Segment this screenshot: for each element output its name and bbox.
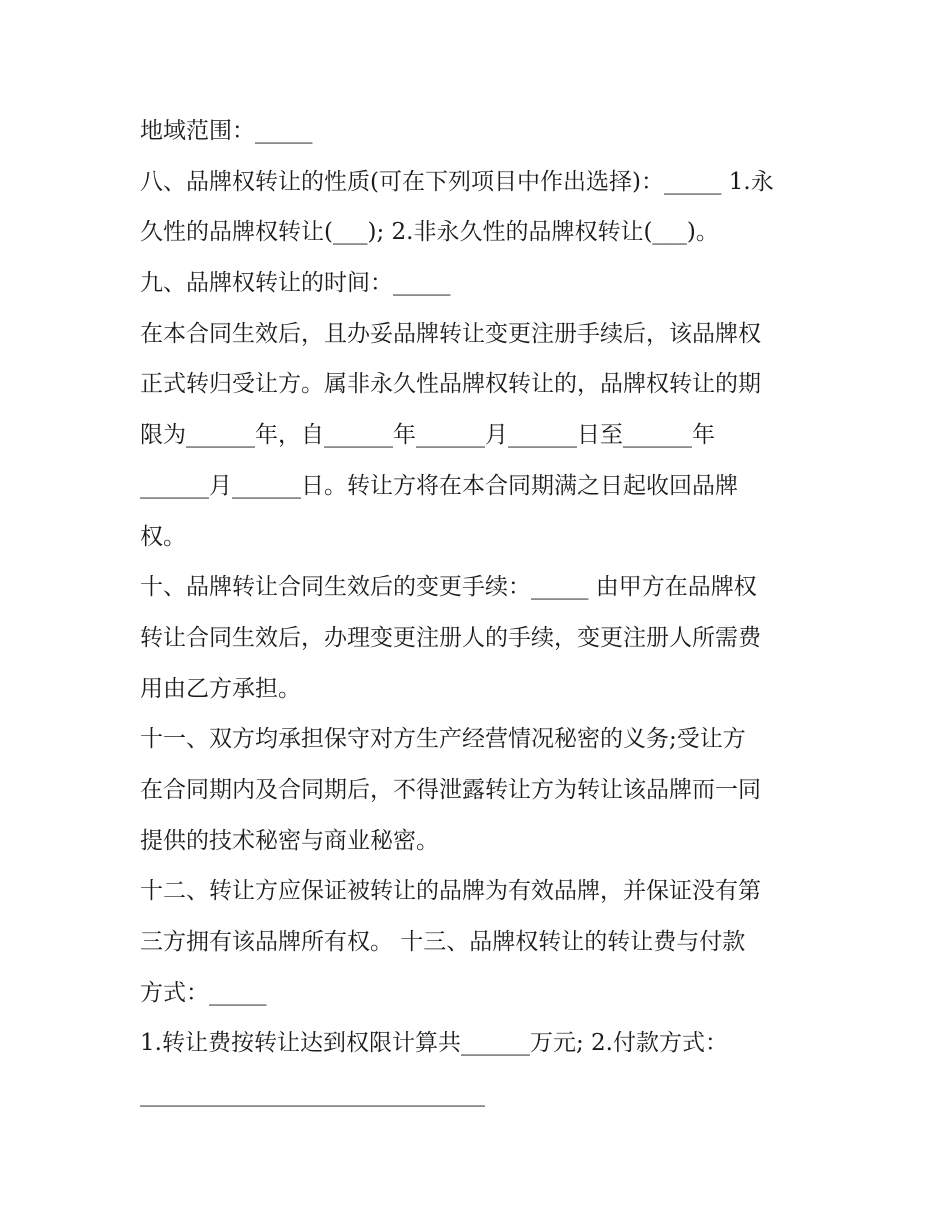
text-line-clause-11-cont-2: 提供的技术秘密与商业秘密。	[140, 827, 439, 854]
text-line-clause-8-cont: 久性的品牌权转让(___); 2.非永久性的品牌权转让(___)。	[140, 219, 719, 246]
text-line-clause-12: 十二、转让方应保证被转让的品牌为有效品牌，并保证没有第	[140, 878, 761, 905]
text-line-payment-blank: ______________________________	[140, 1081, 485, 1108]
text-line-clause-13-cont: 方式：_____	[140, 979, 267, 1006]
text-line-clause-10-cont-1: 转让合同生效后，办理变更注册人的手续，变更注册人所需费	[140, 624, 761, 651]
text-line-clause-9-body-1: 在本合同生效后，且办妥品牌转让变更注册手续后，该品牌权	[140, 320, 761, 347]
text-line-clause-10: 十、品牌转让合同生效后的变更手续：_____ 由甲方在品牌权	[140, 574, 757, 601]
text-line-clause-11-cont-1: 在合同期内及合同期后，不得泄露转让方为转让该品牌而一同	[140, 776, 761, 803]
text-line-clause-9: 九、品牌权转让的时间：_____	[140, 270, 451, 297]
text-line-clause-12-13: 三方拥有该品牌所有权。 十三、品牌权转让的转让费与付款	[140, 929, 746, 955]
contract-text	[140, 106, 830, 1120]
text-line-clause-9-body-4: ______月______日。转让方将在本合同期满之日起收回品牌	[140, 472, 738, 499]
text-line-clause-13-fee: 1.转让费按转让达到权限计算共______万元; 2.付款方式：	[140, 1030, 728, 1057]
text-line-clause-9-body-5: 权。	[140, 523, 186, 550]
text-line-regional-scope: 地域范围：_____	[140, 118, 313, 144]
text-line-clause-8: 八、品牌权转让的性质(可在下列项目中作出选择)：_____ 1.永	[140, 168, 774, 195]
text-line-clause-10-cont-2: 用由乙方承担。	[140, 675, 301, 702]
text-line-clause-9-body-3: 限为______年，自______年______月______日至______年	[140, 422, 715, 449]
text-line-clause-11: 十一、双方均承担保守对方生产经营情况秘密的义务;受让方	[140, 726, 746, 753]
text-line-clause-9-body-2: 正式转归受让方。属非永久性品牌权转让的，品牌权转让的期	[140, 371, 761, 398]
